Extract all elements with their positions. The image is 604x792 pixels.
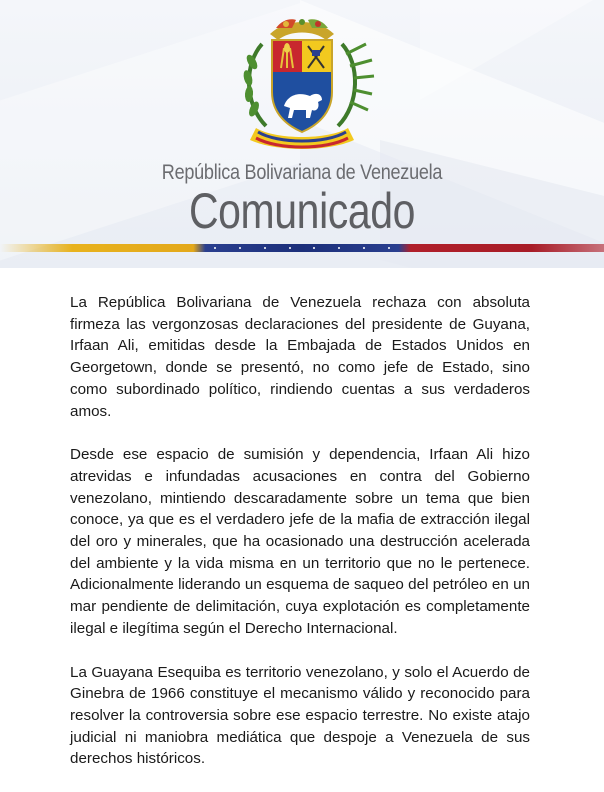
- star-icon: [363, 247, 365, 249]
- star-icon: [338, 247, 340, 249]
- communique-header: [0, 0, 604, 268]
- star-icon: [388, 247, 390, 249]
- star-icon: [214, 247, 216, 249]
- paragraph: La Guayana Esequiba es territorio venezolano, y solo el Acuerdo de Ginebra de 1966 constituye el mecanismo válido y reconocido para resolver la controversia sobre ese espacio terrestre. No existe atajo judicial ni maniobra mediática que despoje a Venezuela de sus derechos históricos.: [70, 663, 530, 768]
- venezuela-coat-of-arms-icon: [226, 14, 378, 156]
- issuer-subtitle: República Bolivariana de Venezuela: [161, 161, 443, 184]
- star-icon: [313, 247, 315, 249]
- star-icon: [239, 247, 241, 249]
- star-icon: [264, 247, 266, 249]
- star-icon: [289, 247, 291, 249]
- paragraph: Desde ese espacio de sumisión y dependencia, Irfaan Ali hizo atrevidas e infundadas acusaciones en contra del Gobierno venezolano, mintiendo descaradamente sobre un tema que bien conoce, ya que es el verdadero jefe de la mafia de extracción ilegal del oro y minerales, que ha ocasionado una destrucción acelerada del ambiente y la vida misma en un territorio que no le pertenece. Adicionalmente liderando un esquema de saqueo del petróleo en un mar pendiente de delimitación, cuya explotación es completamente ilegal e ilegítima según el Derecho Internacional.: [70, 446, 530, 637]
- page-title: Comunicado: [188, 183, 416, 239]
- paragraph: La República Bolivariana de Venezuela rechaza con absoluta firmeza las vergonzosas declaraciones del presidente de Guyana, Irfaan Ali, emitidas desde la Embajada de Estados Unidos en Georgetown, donde se presentó, no como jefe de Estado, sino como subordinado político, rindiendo cuentas a sus verdaderos amos.: [70, 294, 530, 420]
- flag-stars: [214, 247, 390, 249]
- communique-body: [70, 292, 530, 792]
